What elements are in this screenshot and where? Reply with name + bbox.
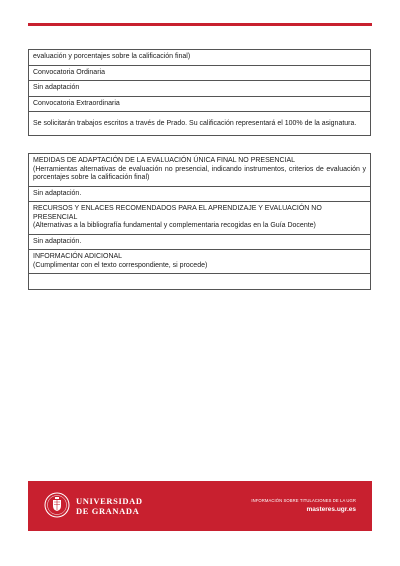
row-text: evaluación y porcentajes sobre la calificación final)	[33, 53, 191, 60]
website-link[interactable]: masteres.ugr.es	[306, 506, 356, 513]
additional-info-description: (Cumplimentar con el texto correspondiente, si procede)	[33, 261, 208, 269]
measures-title: MEDIDAS DE ADAPTACIÓN DE LA EVALUACIÓN ÚNICA FINAL NO PRESENCIAL	[33, 157, 296, 164]
degree-info-text: INFORMACIÓN SOBRE TITULACIONES DE LA UGR	[251, 498, 356, 503]
measures-description: (Herramientas alternativas de evaluación no presencial, indicando instrumentos, criterios de evaluación y porcentajes sobre la calificación final)	[33, 165, 366, 181]
university-name-line1: UNIVERSIDAD	[76, 496, 143, 506]
measures-header-row	[29, 154, 370, 186]
footer-banner	[28, 481, 372, 531]
university-seal-icon	[44, 492, 70, 518]
measures-value-row	[29, 186, 370, 202]
resources-description: (Alternativas a la bibliografía fundamental y complementaria recogidas en la Guía Docente)	[33, 222, 316, 229]
degree-info	[251, 498, 356, 513]
university-name-line2: DE GRANADA	[76, 506, 140, 516]
table-row	[29, 111, 370, 135]
non-presential-evaluation-table	[28, 153, 371, 290]
evaluation-table-continued	[28, 49, 371, 136]
additional-info-title: INFORMACIÓN ADICIONAL	[33, 253, 123, 260]
top-red-rule	[28, 23, 372, 26]
table-row	[29, 65, 370, 81]
additional-info-header-row	[29, 249, 370, 273]
table-row	[29, 50, 370, 65]
measures-value: Sin adaptación.	[33, 189, 82, 197]
row-text: Convocatoria Ordinaria	[33, 68, 105, 76]
resources-title: RECURSOS Y ENLACES RECOMENDADOS PARA EL APRENDIZAJE Y EVALUACIÓN NO PRESENCIAL	[33, 205, 322, 221]
university-name	[76, 496, 143, 516]
table-row	[29, 80, 370, 96]
additional-info-value-row	[29, 273, 370, 289]
row-text: Convocatoria Extraordinaria	[33, 99, 120, 107]
resources-header-row	[29, 201, 370, 234]
row-text: Sin adaptación	[33, 84, 80, 91]
resources-value-row	[29, 234, 370, 250]
row-text: Se solicitarán trabajos escritos a través de Prado. Su calificación representará el 100% de la asignatura.	[33, 120, 357, 127]
resources-value: Sin adaptación.	[33, 237, 82, 245]
table-row	[29, 96, 370, 112]
